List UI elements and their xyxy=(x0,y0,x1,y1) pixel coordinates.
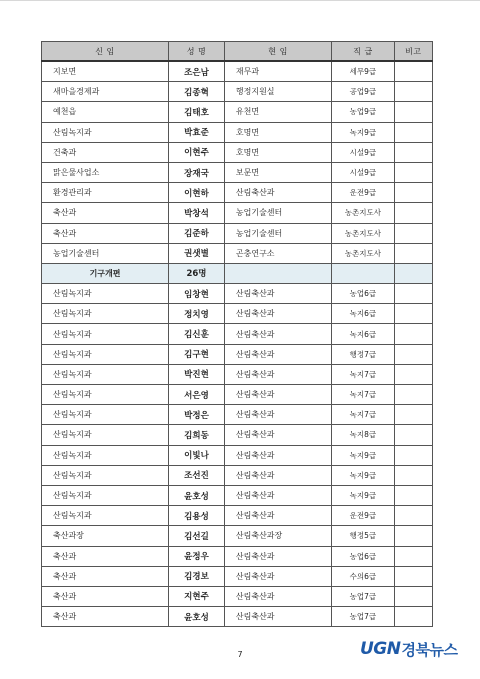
cell-name: 윤호성 xyxy=(169,607,225,627)
cell-grade: 녹지6급 xyxy=(332,324,394,344)
cell-new-position: 산림녹지과 xyxy=(42,304,169,324)
cell-current-position: 산림축산과 xyxy=(224,445,331,465)
cell-remarks xyxy=(394,364,432,384)
cell-grade: 운전9급 xyxy=(332,183,394,203)
cell-new-position: 건축과 xyxy=(42,142,169,162)
cell-new-position: 산림녹지과 xyxy=(42,425,169,445)
cell-name: 박창석 xyxy=(169,203,225,223)
cell-current-position: 산림축산과 xyxy=(224,284,331,304)
header-new-position: 신 임 xyxy=(42,42,169,62)
cell-new-position: 맑은물사업소 xyxy=(42,162,169,182)
cell-remarks xyxy=(394,61,432,82)
cell-new-position: 산림녹지과 xyxy=(42,122,169,142)
cell-name: 조은남 xyxy=(169,61,225,82)
table-body-top xyxy=(42,61,433,263)
cell-remarks xyxy=(394,82,432,102)
cell-name: 이현하 xyxy=(169,183,225,203)
cell-current-position: 산림축산과 xyxy=(224,364,331,384)
cell-remarks xyxy=(394,385,432,405)
cell-remarks xyxy=(394,122,432,142)
cell-name: 김준하 xyxy=(169,223,225,243)
cell-new-position: 산림녹지과 xyxy=(42,465,169,485)
cell-grade: 녹지9급 xyxy=(332,122,394,142)
cell-grade: 농업7급 xyxy=(332,586,394,606)
cell-remarks xyxy=(394,142,432,162)
table-row xyxy=(42,284,433,304)
cell-new-position: 새마을경제과 xyxy=(42,82,169,102)
cell-current-position: 유천면 xyxy=(224,102,331,122)
cell-new-position: 산림녹지과 xyxy=(42,364,169,384)
cell-grade: 녹지8급 xyxy=(332,425,394,445)
cell-remarks xyxy=(394,203,432,223)
cell-new-position: 산림녹지과 xyxy=(42,344,169,364)
cell-new-position: 축산과 xyxy=(42,607,169,627)
cell-grade: 녹지6급 xyxy=(332,304,394,324)
cell-name: 윤정우 xyxy=(169,546,225,566)
table-row xyxy=(42,142,433,162)
table-row xyxy=(42,223,433,243)
cell-new-position: 지보면 xyxy=(42,61,169,82)
cell-grade: 세무9급 xyxy=(332,61,394,82)
cell-grade: 녹지7급 xyxy=(332,405,394,425)
personnel-table xyxy=(41,41,433,627)
cell-new-position: 농업기술센터 xyxy=(42,243,169,263)
cell-current-position: 산림축산과장 xyxy=(224,526,331,546)
cell-current-position: 산림축산과 xyxy=(224,607,331,627)
table-row xyxy=(42,162,433,182)
header-remarks: 비고 xyxy=(394,42,432,62)
cell-name: 조선진 xyxy=(169,465,225,485)
header-name: 성 명 xyxy=(169,42,225,62)
cell-remarks xyxy=(394,183,432,203)
cell-new-position: 축산과장 xyxy=(42,526,169,546)
cell-remarks xyxy=(394,344,432,364)
cell-grade: 농업9급 xyxy=(332,102,394,122)
table-row xyxy=(42,102,433,122)
cell-remarks xyxy=(394,485,432,505)
section-empty-cell xyxy=(224,263,331,283)
cell-current-position: 호명면 xyxy=(224,142,331,162)
cell-name: 권샛별 xyxy=(169,243,225,263)
cell-name: 김태호 xyxy=(169,102,225,122)
cell-new-position: 환경관리과 xyxy=(42,183,169,203)
table-row xyxy=(42,304,433,324)
cell-new-position: 산림녹지과 xyxy=(42,405,169,425)
page-top-border xyxy=(0,0,480,1)
cell-new-position: 예천읍 xyxy=(42,102,169,122)
cell-grade: 농촌지도사 xyxy=(332,223,394,243)
table-header-row xyxy=(42,42,433,62)
ugn-news-logo xyxy=(360,637,457,661)
table-row xyxy=(42,465,433,485)
cell-name: 김선길 xyxy=(169,526,225,546)
cell-name: 김희동 xyxy=(169,425,225,445)
table-row xyxy=(42,385,433,405)
cell-name: 김경보 xyxy=(169,566,225,586)
cell-grade: 녹지9급 xyxy=(332,465,394,485)
cell-grade: 농업6급 xyxy=(332,284,394,304)
cell-remarks xyxy=(394,445,432,465)
cell-current-position: 산림축산과 xyxy=(224,566,331,586)
table-row xyxy=(42,485,433,505)
cell-remarks xyxy=(394,304,432,324)
cell-remarks xyxy=(394,607,432,627)
cell-remarks xyxy=(394,243,432,263)
cell-current-position: 곤충연구소 xyxy=(224,243,331,263)
cell-name: 박정은 xyxy=(169,405,225,425)
cell-name: 박진현 xyxy=(169,364,225,384)
table-row xyxy=(42,364,433,384)
cell-current-position: 산림축산과 xyxy=(224,546,331,566)
table-row xyxy=(42,566,433,586)
cell-name: 장재국 xyxy=(169,162,225,182)
header-grade: 직 급 xyxy=(332,42,394,62)
header-current-position: 현 임 xyxy=(224,42,331,62)
cell-name: 윤호성 xyxy=(169,485,225,505)
cell-current-position: 산림축산과 xyxy=(224,304,331,324)
cell-remarks xyxy=(394,405,432,425)
section-empty-cell xyxy=(332,263,394,283)
logo-latin-text: UGN xyxy=(360,639,401,659)
cell-name: 김용성 xyxy=(169,506,225,526)
cell-grade: 녹지9급 xyxy=(332,485,394,505)
table-row xyxy=(42,445,433,465)
table-row xyxy=(42,203,433,223)
cell-remarks xyxy=(394,546,432,566)
table-row xyxy=(42,243,433,263)
cell-grade: 운전9급 xyxy=(332,506,394,526)
table-row xyxy=(42,324,433,344)
cell-new-position: 산림녹지과 xyxy=(42,284,169,304)
cell-current-position: 보문면 xyxy=(224,162,331,182)
table-row xyxy=(42,425,433,445)
cell-new-position: 산림녹지과 xyxy=(42,445,169,465)
cell-current-position: 산림축산과 xyxy=(224,324,331,344)
cell-grade: 녹지9급 xyxy=(332,445,394,465)
cell-current-position: 재무과 xyxy=(224,61,331,82)
cell-name: 김구현 xyxy=(169,344,225,364)
table-row xyxy=(42,82,433,102)
cell-current-position: 농업기술센터 xyxy=(224,223,331,243)
cell-remarks xyxy=(394,102,432,122)
table-row xyxy=(42,183,433,203)
cell-grade: 농업6급 xyxy=(332,546,394,566)
cell-current-position: 산림축산과 xyxy=(224,586,331,606)
section-empty-cell xyxy=(394,263,432,283)
cell-remarks xyxy=(394,223,432,243)
cell-current-position: 산림축산과 xyxy=(224,405,331,425)
cell-name: 김신훈 xyxy=(169,324,225,344)
table-body-bottom xyxy=(42,284,433,627)
cell-remarks xyxy=(394,566,432,586)
table-row xyxy=(42,586,433,606)
cell-new-position: 산림녹지과 xyxy=(42,385,169,405)
section-count: 26명 xyxy=(169,263,225,283)
cell-remarks xyxy=(394,586,432,606)
cell-new-position: 축산과 xyxy=(42,223,169,243)
cell-current-position: 농업기술센터 xyxy=(224,203,331,223)
cell-name: 김종혁 xyxy=(169,82,225,102)
cell-current-position: 산림축산과 xyxy=(224,385,331,405)
cell-grade: 농업7급 xyxy=(332,607,394,627)
cell-current-position: 산림축산과 xyxy=(224,465,331,485)
table-section xyxy=(42,263,433,283)
cell-grade: 시설9급 xyxy=(332,142,394,162)
section-label: 기구개편 xyxy=(42,263,169,283)
cell-current-position: 행정지원실 xyxy=(224,82,331,102)
cell-name: 임창현 xyxy=(169,284,225,304)
cell-new-position: 축산과 xyxy=(42,586,169,606)
cell-current-position: 호명면 xyxy=(224,122,331,142)
cell-name: 박효준 xyxy=(169,122,225,142)
cell-current-position: 산림축산과 xyxy=(224,506,331,526)
cell-remarks xyxy=(394,284,432,304)
table-row xyxy=(42,61,433,82)
cell-name: 지현주 xyxy=(169,586,225,606)
cell-current-position: 산림축산과 xyxy=(224,344,331,364)
cell-current-position: 산림축산과 xyxy=(224,485,331,505)
cell-remarks xyxy=(394,162,432,182)
table-row xyxy=(42,344,433,364)
cell-remarks xyxy=(394,526,432,546)
cell-new-position: 산림녹지과 xyxy=(42,324,169,344)
table-row xyxy=(42,546,433,566)
cell-name: 이빛나 xyxy=(169,445,225,465)
table-row xyxy=(42,526,433,546)
cell-new-position: 산림녹지과 xyxy=(42,506,169,526)
logo-korean-text: 경북뉴스 xyxy=(401,640,458,659)
cell-name: 이현주 xyxy=(169,142,225,162)
cell-remarks xyxy=(394,506,432,526)
cell-new-position: 축산과 xyxy=(42,566,169,586)
table-row xyxy=(42,506,433,526)
cell-grade: 농촌지도사 xyxy=(332,203,394,223)
cell-grade: 행정5급 xyxy=(332,526,394,546)
cell-new-position: 산림녹지과 xyxy=(42,485,169,505)
cell-current-position: 산림축산과 xyxy=(224,183,331,203)
cell-grade: 녹지7급 xyxy=(332,364,394,384)
cell-grade: 공업9급 xyxy=(332,82,394,102)
cell-remarks xyxy=(394,324,432,344)
cell-new-position: 축산과 xyxy=(42,203,169,223)
section-row xyxy=(42,263,433,283)
cell-grade: 행정7급 xyxy=(332,344,394,364)
cell-grade: 수의6급 xyxy=(332,566,394,586)
table-row xyxy=(42,405,433,425)
cell-name: 정치영 xyxy=(169,304,225,324)
cell-current-position: 산림축산과 xyxy=(224,425,331,445)
page-number: 7 xyxy=(237,650,243,659)
cell-grade: 시설9급 xyxy=(332,162,394,182)
cell-new-position: 축산과 xyxy=(42,546,169,566)
cell-name: 서은영 xyxy=(169,385,225,405)
cell-grade: 녹지7급 xyxy=(332,385,394,405)
cell-remarks xyxy=(394,425,432,445)
cell-remarks xyxy=(394,465,432,485)
table-row xyxy=(42,122,433,142)
table-row xyxy=(42,607,433,627)
cell-grade: 농촌지도사 xyxy=(332,243,394,263)
